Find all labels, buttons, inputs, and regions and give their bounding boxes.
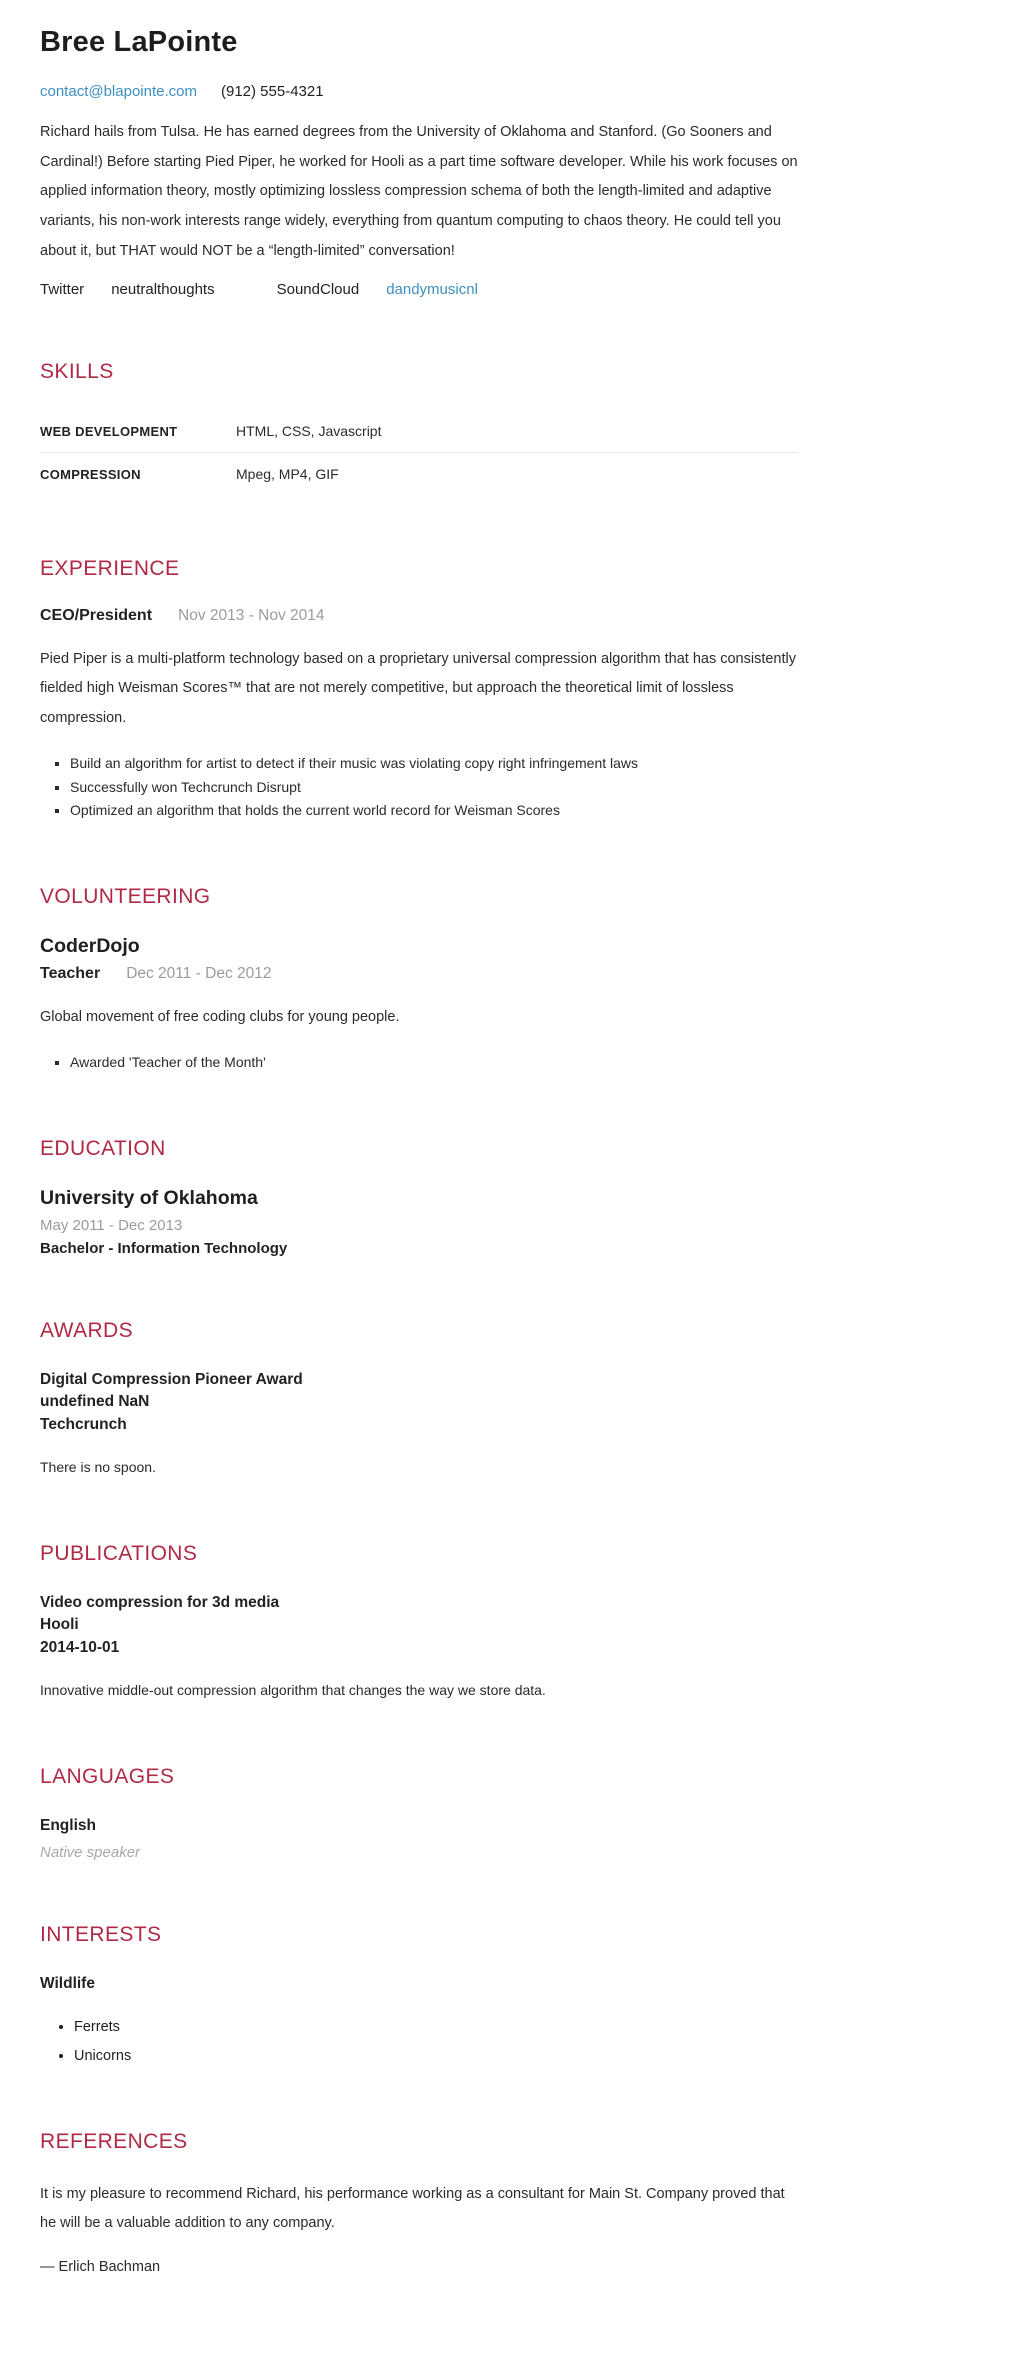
profile-twitter: [40, 281, 215, 298]
section-languages: [40, 1765, 798, 1860]
section-education: [40, 1137, 798, 1257]
resume-header: [40, 26, 798, 298]
award-date: undefined NaN: [40, 1393, 150, 1411]
skill-keywords: HTML, CSS, Javascript: [236, 422, 382, 439]
profile-username: neutralthoughts: [111, 280, 215, 298]
profile-network-label: SoundCloud: [276, 280, 360, 298]
reference-text: It is my pleasure to recommend Richard, his performance working as a consultant for Main St. Company proved that he will be a valuable addition to any company.: [40, 2185, 785, 2232]
section-title: INTERESTS: [40, 1922, 162, 1946]
interest-keywords: [40, 2017, 798, 2068]
language-entry: [40, 1815, 798, 1837]
skill-row: [40, 452, 798, 495]
section-publications: [40, 1542, 798, 1703]
role-summary: Global movement of free coding clubs for young people.: [40, 1009, 400, 1026]
institution-name: University of Oklahoma: [40, 1186, 258, 1209]
role-position: Teacher: [40, 965, 101, 983]
social-profiles: [40, 281, 798, 298]
resume-name: Bree LaPointe: [40, 26, 238, 58]
section-title: REFERENCES: [40, 2129, 188, 2153]
profile-soundcloud: [277, 281, 478, 298]
summary-text: Richard hails from Tulsa. He has earned degrees from the University of Oklahoma and Stanford. (Go Sooners and Cardinal!) Before starting Pied Piper, he worked for Hooli as a part time software developer. While his work focuses on applied information theory, mostly optimizing lossless compression schema of both the length-limited and adaptive variants, his non-work interests range widely, everything from quantum computing to chaos theory. He could tell you about it, but THAT would NOT be a “length-limited” conversation!: [40, 124, 798, 259]
section-volunteering: [40, 885, 798, 1075]
phone-number: (912) 555-4321: [220, 83, 324, 100]
section-title: EDUCATION: [40, 1136, 166, 1160]
skill-keywords: Mpeg, MP4, GIF: [236, 465, 339, 482]
section-title: PUBLICATIONS: [40, 1541, 198, 1565]
email-link[interactable]: contact@blapointe.com: [40, 83, 197, 100]
publication-details: [40, 1592, 798, 1659]
skill-row: [40, 410, 798, 452]
publication-publisher: Hooli: [40, 1616, 79, 1634]
role-header: [40, 965, 798, 983]
skills-table: [40, 410, 798, 495]
publication-summary: Innovative middle-out compression algorithm that changes the way we store data.: [40, 1682, 546, 1699]
list-item: ▪ Successfully won Techcrunch Disrupt: [70, 776, 798, 800]
degree: Bachelor - Information Technology: [40, 1239, 288, 1257]
organization-name: CoderDojo: [40, 935, 140, 958]
role-dates: Dec 2011 - Dec 2012: [126, 965, 272, 983]
reference-name: — Erlich Bachman: [40, 2258, 161, 2275]
profile-network-label: Twitter: [40, 280, 85, 298]
skill-name: COMPRESSION: [40, 466, 141, 482]
language-name: English: [40, 1817, 96, 1835]
award-summary: There is no spoon.: [40, 1459, 156, 1476]
section-references: [40, 2130, 798, 2275]
section-title: AWARDS: [40, 1318, 134, 1342]
section-skills: [40, 360, 798, 495]
section-title: LANGUAGES: [40, 1765, 175, 1789]
list-item: • Ferrets: [74, 2017, 798, 2039]
interest-name: Wildlife: [40, 1974, 95, 1992]
job-position: CEO/President: [40, 606, 153, 624]
job-header: [40, 607, 798, 625]
resume-content: [40, 26, 798, 2275]
list-item: ▪ Optimized an algorithm that holds the current world record for Weisman Scores: [70, 799, 798, 823]
award-details: [40, 1369, 798, 1436]
profile-username-link[interactable]: dandymusicnl: [386, 280, 478, 298]
publication-date: 2014-10-01: [40, 1638, 120, 1656]
section-title: VOLUNTEERING: [40, 885, 211, 909]
education-dates: May 2011 - Dec 2013: [40, 1216, 183, 1234]
section-title: SKILLS: [40, 359, 114, 383]
list-item: ▪ Awarded 'Teacher of the Month': [70, 1051, 798, 1075]
role-highlights: [40, 1051, 798, 1075]
publication-title: Video compression for 3d media: [40, 1593, 280, 1611]
award-title: Digital Compression Pioneer Award: [40, 1370, 303, 1388]
award-awarder: Techcrunch: [40, 1415, 127, 1433]
job-highlights: [40, 752, 798, 823]
list-item: ▪ Build an algorithm for artist to detect if their music was violating copy right infringement laws: [70, 752, 798, 776]
section-interests: [40, 1923, 798, 2068]
section-awards: [40, 1319, 798, 1480]
section-title: EXPERIENCE: [40, 556, 180, 580]
contact-row: [40, 83, 798, 100]
interest-entry: [40, 1973, 798, 1995]
list-item: • Unicorns: [74, 2046, 798, 2068]
language-fluency: Native speaker: [40, 1843, 141, 1861]
section-experience: [40, 557, 798, 824]
skill-name: WEB DEVELOPMENT: [40, 423, 178, 439]
job-summary: Pied Piper is a multi-platform technology based on a proprietary universal compression algorithm that has consistently fielded high Weisman Scores™ that are not merely competitive, but approach the theoretical limit of lossless compression.: [40, 650, 796, 727]
job-dates: Nov 2013 - Nov 2014: [178, 606, 325, 624]
